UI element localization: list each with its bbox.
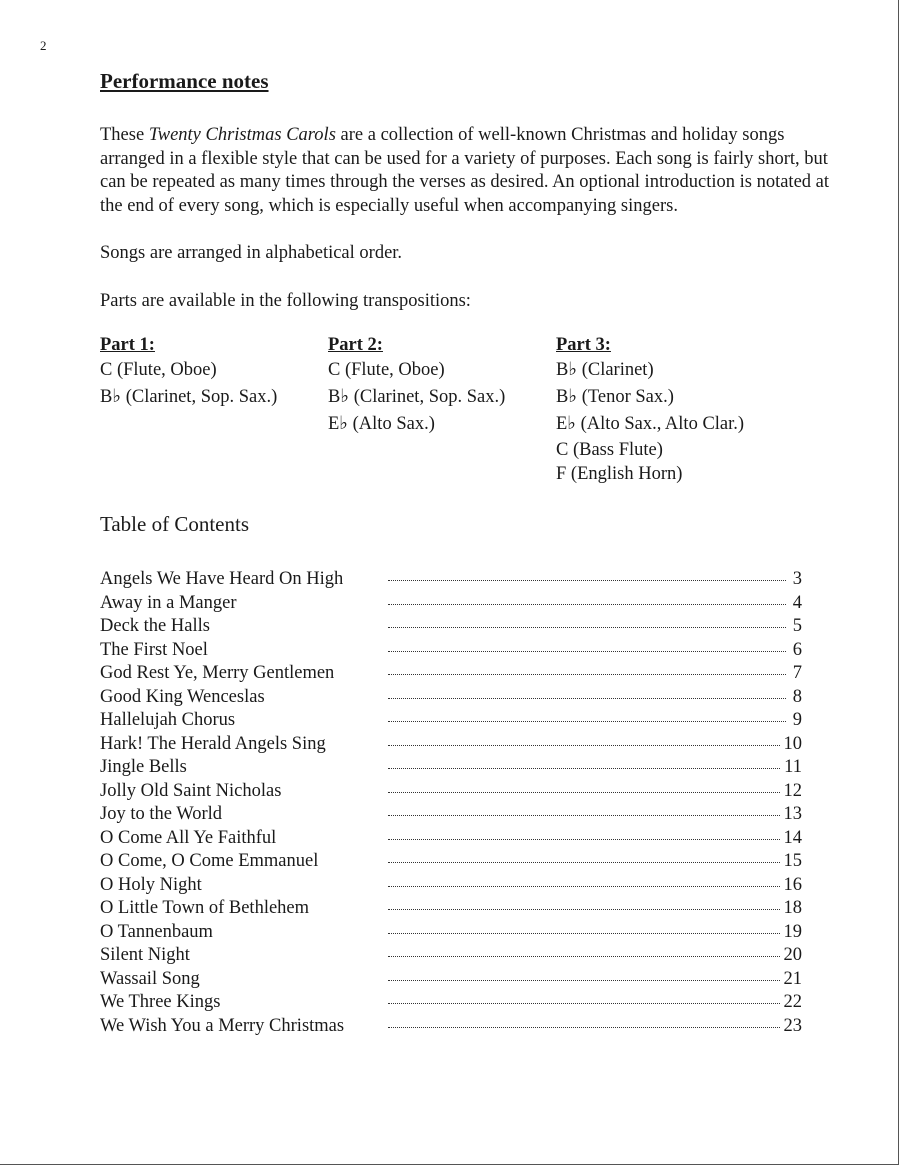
toc-entry-title: Wassail Song (100, 968, 200, 989)
dot-leader (388, 627, 786, 628)
dot-leader (388, 980, 780, 981)
dot-leader (388, 956, 780, 957)
toc-entry-title: Deck the Halls (100, 616, 210, 636)
toc-entry (100, 756, 802, 780)
part-3-column (556, 333, 816, 486)
toc-entry-title: God Rest Ye, Merry Gentlemen (100, 663, 335, 683)
toc-entry (100, 662, 802, 686)
part-item: B♭ (Clarinet) (556, 360, 654, 380)
toc-entry-page: 13 (783, 804, 802, 824)
toc-entry-page: 11 (784, 757, 802, 777)
toc-entry-title: Hark! The Herald Angels Sing (100, 733, 326, 754)
toc-entry (100, 850, 802, 874)
intro-paragraph (100, 124, 840, 218)
toc-entry-page: 21 (783, 968, 802, 989)
toc-entry-page: 14 (783, 827, 802, 848)
toc-entry-page: 19 (783, 921, 802, 942)
toc-entry (100, 733, 802, 757)
toc-entry (100, 991, 802, 1015)
toc-entry-page: 4 (792, 592, 802, 613)
toc-list (100, 568, 802, 1038)
toc-entry-title: Hallelujah Chorus (100, 710, 236, 730)
toc-entry-page: 15 (783, 851, 802, 871)
collection-title: Twenty Christmas Carols (148, 125, 336, 145)
toc-entry (100, 827, 802, 851)
part-item: C (Flute, Oboe) (100, 360, 217, 380)
toc-entry-page: 5 (792, 616, 802, 636)
part-item: B♭ (Clarinet, Sop. Sax.) (328, 387, 506, 407)
order-note: Songs are arranged in alphabetical order. (100, 243, 403, 263)
toc-entry-page: 3 (792, 569, 802, 589)
part-item: B♭ (Tenor Sax.) (556, 387, 674, 407)
intro-after: are a collection of well-known Christmas and holiday songs arranged in a flexible style that can be used for a variety of purposes. Each song is fairly short, but can be repeated as many times through the verses as desired. An optional introduction is notated at the end of every song, which is especially useful when accompanying singers. (100, 125, 830, 216)
dot-leader (388, 815, 780, 816)
toc-entry (100, 897, 802, 921)
intro-before: These (100, 125, 149, 145)
toc-entry-title: O Holy Night (100, 874, 202, 895)
toc-entry (100, 686, 802, 710)
toc-entry-page: 8 (792, 686, 802, 707)
page-title: Performance notes (100, 69, 269, 93)
toc-entry-title: Good King Wenceslas (100, 686, 265, 707)
toc-entry-title: Silent Night (100, 945, 190, 965)
toc-entry-title: O Come, O Come Emmanuel (100, 851, 319, 871)
part-2-column (328, 333, 556, 486)
part-item: C (Flute, Oboe) (328, 360, 445, 380)
page-content (100, 66, 840, 1038)
toc-entry (100, 803, 802, 827)
dot-leader (388, 886, 780, 887)
part-item: E♭ (Alto Sax.) (328, 414, 435, 434)
dot-leader (388, 745, 780, 746)
toc-entry-page: 22 (783, 992, 802, 1012)
toc-entry-page: 16 (783, 874, 802, 895)
toc-entry-title: Angels We Have Heard On High (100, 569, 344, 589)
toc-entry-title: We Wish You a Merry Christmas (100, 1015, 345, 1036)
dot-leader (388, 698, 786, 699)
toc-entry (100, 968, 802, 992)
dot-leader (388, 1003, 780, 1004)
parts-table (100, 333, 840, 486)
toc-entry-page: 23 (783, 1015, 802, 1036)
dot-leader (388, 909, 780, 910)
toc-entry-title: Jingle Bells (100, 757, 187, 777)
part-heading: Part 2: (328, 335, 383, 355)
toc-entry-title: Jolly Old Saint Nicholas (100, 780, 282, 801)
toc-entry (100, 639, 802, 663)
part-1-column (100, 333, 328, 486)
toc-entry (100, 1015, 802, 1039)
toc-entry-title: Joy to the World (100, 804, 223, 824)
toc-entry-page: 9 (792, 710, 802, 730)
dot-leader (388, 862, 780, 863)
toc-entry-title: O Come All Ye Faithful (100, 827, 277, 848)
part-item: C (Bass Flute) (556, 440, 663, 460)
toc-entry-page: 12 (783, 780, 802, 801)
dot-leader (388, 651, 786, 652)
part-heading: Part 1: (100, 335, 155, 355)
toc-entry-page: 10 (783, 733, 802, 754)
toc-entry-title: O Tannenbaum (100, 921, 213, 942)
transpositions-note: Parts are available in the following transpositions: (100, 290, 471, 311)
toc-entry-title: Away in a Manger (100, 592, 237, 613)
dot-leader (388, 604, 786, 605)
toc-entry-page: 7 (792, 663, 802, 683)
dot-leader (388, 721, 786, 722)
toc-entry-page: 18 (783, 898, 802, 918)
toc-entry (100, 568, 802, 592)
part-heading: Part 3: (556, 335, 611, 355)
dot-leader (388, 839, 780, 840)
page-number: 2 (40, 38, 47, 53)
part-item: E♭ (Alto Sax., Alto Clar.) (556, 414, 745, 434)
dot-leader (388, 674, 786, 675)
toc-entry-page: 6 (792, 639, 802, 660)
toc-title: Table of Contents (100, 512, 249, 536)
dot-leader (388, 580, 786, 581)
dot-leader (388, 792, 780, 793)
toc-entry-title: We Three Kings (100, 992, 221, 1012)
part-item: F (English Horn) (556, 464, 683, 484)
toc-entry-page: 20 (783, 945, 802, 965)
toc-entry (100, 615, 802, 639)
dot-leader (388, 1027, 780, 1028)
toc-entry (100, 874, 802, 898)
toc-entry (100, 921, 802, 945)
toc-entry (100, 709, 802, 733)
toc-entry-title: O Little Town of Bethlehem (100, 898, 310, 918)
toc-entry (100, 592, 802, 616)
toc-entry-title: The First Noel (100, 639, 208, 660)
dot-leader (388, 933, 780, 934)
dot-leader (388, 768, 780, 769)
part-item: B♭ (Clarinet, Sop. Sax.) (100, 387, 278, 407)
toc-entry (100, 780, 802, 804)
toc-entry (100, 944, 802, 968)
